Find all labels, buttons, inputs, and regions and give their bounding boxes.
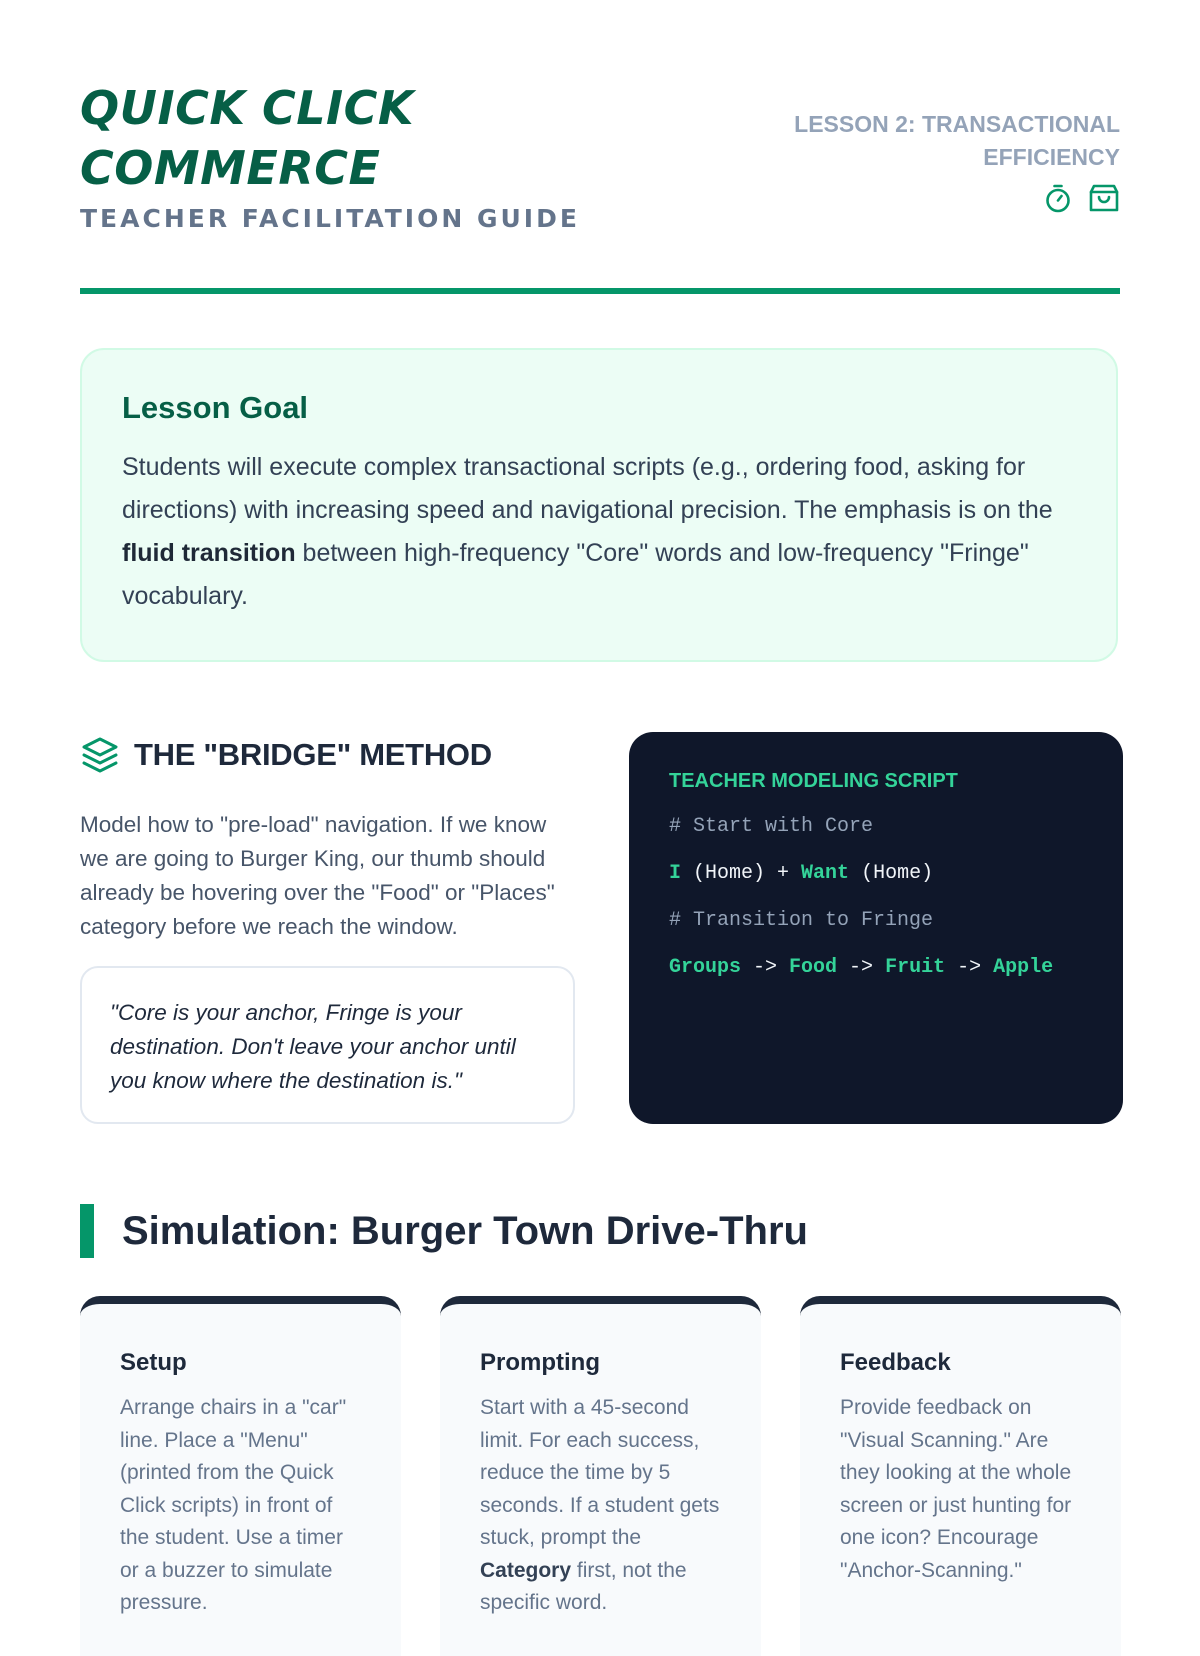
prompting-card-text (480, 1392, 723, 1620)
lesson-label-line2: EFFICIENCY (983, 144, 1120, 170)
brand-title-line2: COMMERCE (80, 141, 381, 195)
lesson-label-line1: LESSON 2: TRANSACTIONAL (794, 111, 1120, 137)
setup-card-text: Arrange chairs in a "car" line. Place a "Menu" (printed from the Quick Click scripts) in front of the student. Use a timer or a buzzer to simulate pressure. (120, 1396, 347, 1614)
header-divider (80, 288, 1120, 294)
script-arrow-3: -> (945, 956, 994, 979)
goal-text-emphasis: fluid transition (122, 539, 296, 567)
lesson-label (780, 108, 1120, 174)
page-header (80, 78, 1120, 248)
script-line-fringe (669, 954, 1083, 1001)
script-arrow-2: -> (837, 956, 886, 979)
goal-text-part2: between high-frequency "Core" words and low-frequency "Fringe" vocabulary. (122, 539, 1029, 610)
timer-icon (1042, 182, 1074, 214)
bridge-method-title: THE "BRIDGE" METHOD (134, 737, 492, 772)
prompting-text-part2: first, not the specific word. (480, 1558, 687, 1614)
lesson-goal-title: Lesson Goal (122, 390, 309, 425)
setup-card-title: Setup (120, 1349, 187, 1376)
shopping-bag-icon (1088, 182, 1120, 214)
script-title: TEACHER MODELING SCRIPT (669, 770, 958, 792)
prompting-card-title: Prompting (480, 1349, 600, 1376)
script-arrow-1: -> (741, 956, 790, 979)
bridge-method-heading (80, 730, 575, 780)
teacher-modeling-script (629, 732, 1123, 1124)
lesson-goal-card (80, 348, 1118, 662)
header-icons (1042, 182, 1120, 214)
feedback-card-title: Feedback (840, 1349, 951, 1376)
script-word-want: Want (801, 862, 850, 885)
script-comment-fringe: # Transition to Fringe (669, 909, 934, 932)
prompting-text-emphasis: Category (480, 1558, 572, 1582)
script-line-core (669, 860, 1083, 907)
brand-title-line1: QUICK CLICK (80, 81, 415, 135)
simulation-title: Simulation: Burger Town Drive-Thru (122, 1208, 808, 1253)
script-tag-home-2: (Home) (849, 862, 934, 885)
script-word-apple: Apple (993, 956, 1054, 979)
prompting-text-part1: Start with a 45-second limit. For each success, reduce the time by 5 seconds. If a student gets stuck, prompt the (480, 1396, 720, 1549)
lesson-goal-text (122, 446, 1076, 618)
simulation-heading (80, 1204, 808, 1258)
simulation-accent-bar (80, 1204, 94, 1258)
brand-title (80, 78, 600, 198)
feedback-card-text: Provide feedback on "Visual Scanning." Are they looking at the whole screen or just hunting for one icon? Encourage "Anchor-Scanning." (840, 1396, 1072, 1582)
brand-subtitle: TEACHER FACILITATION GUIDE (80, 204, 580, 233)
simulation-card-feedback (800, 1296, 1121, 1656)
goal-text-part1: Students will execute complex transactional scripts (e.g., ordering food, asking for directions) with increasing speed and navigational precision. The emphasis is on the (122, 453, 1053, 524)
script-word-fruit: Fruit (885, 956, 946, 979)
simulation-card-setup (80, 1296, 401, 1656)
bridge-method-text: Model how to "pre-load" navigation. If we know we are going to Burger King, our thumb should already be hovering over the "Food" or "Places" category before we reach the window. (80, 812, 555, 939)
script-word-food: Food (789, 956, 838, 979)
bridge-method-section (80, 730, 575, 944)
simulation-cards (80, 1296, 1120, 1616)
script-tag-home-1: (Home) + (681, 862, 802, 885)
script-word-i: I (669, 862, 682, 885)
layers-icon (80, 735, 120, 775)
script-comment-core: # Start with Core (669, 815, 874, 838)
script-word-groups: Groups (669, 956, 742, 979)
bridge-quote: "Core is your anchor, Fringe is your destination. Don't leave your anchor until you know where the destination is." (80, 966, 575, 1124)
simulation-card-prompting (440, 1296, 761, 1656)
